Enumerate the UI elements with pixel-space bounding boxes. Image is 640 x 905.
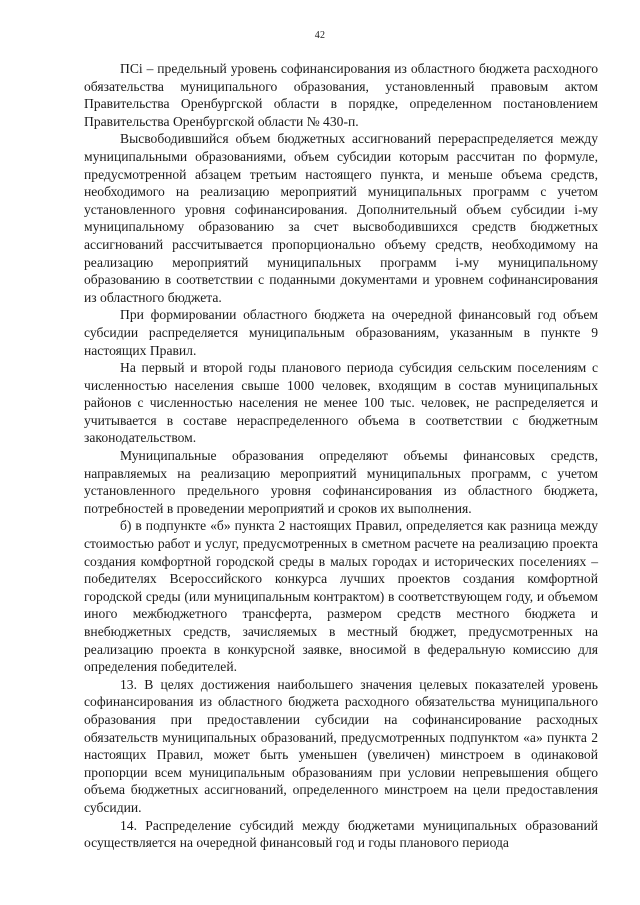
document-body — [84, 60, 598, 852]
paragraph-redistribution: Высвободившийся объем бюджетных ассигнований перераспределяется между муниципальными образованиями, объем субсидии которым рассчитан по формуле, предусмотренной абзацем третьим настоящего пункта, и меньше объема средств, необходимого на реализацию мероприятий муниципальных программ с учетом установленного уровня софинансирования. Дополнительный объем субсидии i-му муниципальному образованию за счет высвободившихся средств бюджетных ассигнований рассчитывается пропорционально объему средств, необходимому на реализацию мероприятий муниципальных программ i-му муниципальному образованию в соответствии с поданными документами и уровнем софинансирования из областного бюджета. — [84, 131, 598, 305]
paragraph-planning-period: На первый и второй годы планового периода субсидия сельским поселениям с численностью населения свыше 1000 человек, входящим в состав муниципальных районов с численностью населения не менее 100 тыс. человек, не распределяется и учитывается в составе нераспределенного объема в соответствии с бюджетным законодательством. — [84, 360, 598, 446]
paragraph-point-14: 14. Распределение субсидий между бюджетами муниципальных образований осуществляется на очередной финансовый год и годы планового периода — [84, 817, 598, 851]
paragraph-municipal-funds: Муниципальные образования определяют объемы финансовых средств, направляемых на реализацию мероприятий муниципальных программ, с учетом установленного предельного уровня софинансирования из областного бюджета, потребностей в проведении мероприятий и сроков их выполнения. — [84, 448, 598, 516]
paragraph-budget-formation: При формировании областного бюджета на очередной финансовый год объем субсидии распределяется муниципальным образованиям, указанным в пункте 9 настоящих Правил. — [84, 307, 598, 358]
page-number: 42 — [314, 30, 326, 41]
paragraph-point-13: 13. В целях достижения наибольшего значения целевых показателей уровень софинансирования из областного бюджета расходного обязательства муниципального образования при предоставлении субсидии на софинансирование расходных обязательств муниципальных образований, предусмотренных подпунктом «а» пункта 2 настоящих Правил, может быть уменьшен (увеличен) минстроем в одинаковой пропорции всем муниципальным образованиям при условии непревышения общего объема бюджетных ассигнований, определенного минстроем на цели предоставления субсидии. — [84, 676, 598, 815]
paragraph-psi-definition: ПСi – предельный уровень софинансирования из областного бюджета расходного обязательства муниципального образования, установленный правовым актом Правительства Оренбургской области в порядке, определенном постановлением Правительства Оренбургской области № 430-п. — [84, 61, 598, 129]
paragraph-subpoint-b: б) в подпункте «б» пункта 2 настоящих Правил, определяется как разница между стоимостью работ и услуг, предусмотренных в сметном расчете на реализацию проекта создания комфортной городской среды в малых городах и исторических поселениях – победителях Всероссийского конкурса лучших проектов создания комфортной городской среды (или муниципальным контрактом) в соответствующем году, и объемом иного межбюджетного трансферта, размером средств местного бюджета и внебюджетных средств, зачисляемых в местный бюджет, предусмотренных на реализацию проекта в конкурсной заявке, вносимой в федеральную комиссию для определения победителей. — [84, 518, 598, 675]
